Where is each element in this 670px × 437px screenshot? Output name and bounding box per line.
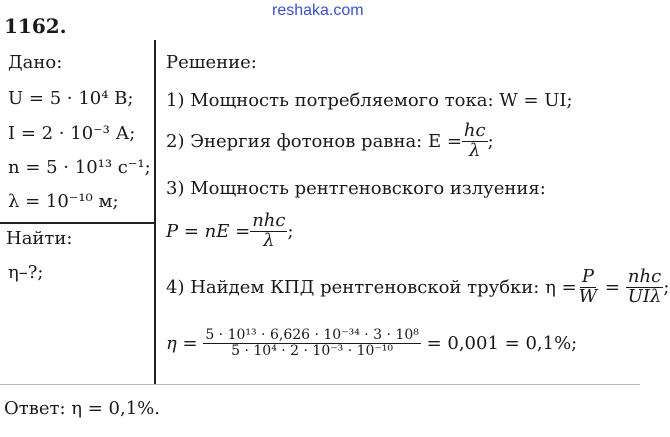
- given-rate: n = 5 · 10¹³ с⁻¹;: [8, 157, 151, 178]
- calc-eta: η =: [166, 332, 204, 354]
- step-4-equals: =: [599, 276, 626, 298]
- calculation: [166, 328, 577, 358]
- find-value: η–?;: [8, 262, 44, 283]
- step-4-text: 4) Найдем КПД рентгеновской трубки: η =: [166, 276, 577, 298]
- step-4-f1-numerator: P: [581, 266, 594, 287]
- step-2-fraction: [462, 122, 488, 161]
- step-4: 4) Найдем КПД рентгеновской трубки: η = $\frac{P}{W}$ = $\frac{\text{nhc}}{\text{UIλ}}$ ;: [166, 266, 670, 307]
- step-2: 2) Энергия фотонов равна: E = $\frac{hc}{\lambda}$ ;: [166, 120, 494, 161]
- calc-numerator: 5 · 10¹³ · 6,626 · 10⁻³⁴ · 3 · 10⁸: [205, 327, 419, 343]
- step-2-numerator: hc: [463, 120, 486, 141]
- vertical-divider: [154, 40, 156, 385]
- step-4-f2-denominator: UIλ: [627, 285, 662, 307]
- step-2-denominator: λ: [469, 139, 481, 161]
- given-title: Дано:: [8, 52, 63, 73]
- step-4-fraction-2: [626, 268, 664, 307]
- problem-number: 1162.: [4, 14, 67, 38]
- step-3-formula: P = nE = $\frac{\text{nhc}}{\lambda}$ ;: [166, 210, 294, 251]
- given-divider: [0, 222, 155, 224]
- given-current: I = 2 · 10⁻³ А;: [8, 123, 136, 144]
- given-wavelength: λ = 10⁻¹⁰ м;: [8, 191, 119, 212]
- step-3-lhs: P = nE =: [166, 220, 251, 242]
- calc-denominator: 5 · 10⁴ · 2 · 10⁻³ · 10⁻¹⁰: [231, 342, 394, 359]
- find-title: Найти:: [6, 228, 73, 249]
- given-voltage: U = 5 · 10⁴ В;: [8, 88, 134, 109]
- answer: Ответ: η = 0,1%.: [4, 398, 161, 419]
- step-1: 1) Мощность потребляемого тока: W = UI;: [166, 90, 573, 111]
- step-3-numerator: nhc: [252, 210, 286, 231]
- step-4-f1-denominator: W: [578, 285, 598, 307]
- solution-title: Решение:: [166, 52, 257, 73]
- calc-fraction: [203, 328, 421, 358]
- step-3-fraction: [250, 212, 287, 251]
- step-3-denominator: λ: [263, 229, 275, 251]
- calc-result: = 0,001 = 0,1%;: [420, 332, 578, 354]
- step-2-text: 2) Энергия фотонов равна: E =: [166, 130, 462, 152]
- step-4-f2-numerator: nhc: [627, 266, 662, 287]
- watermark: reshaka.com: [272, 2, 364, 19]
- step-4-fraction-1: [577, 268, 600, 307]
- step-3: 3) Мощность рентгеновского излуения:: [166, 178, 546, 199]
- answer-divider: [0, 384, 640, 385]
